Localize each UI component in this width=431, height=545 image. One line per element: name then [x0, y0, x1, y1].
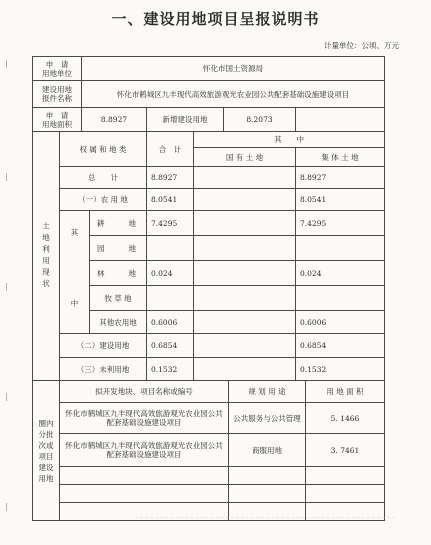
applicant-label: 申 请 用地单位 — [42, 59, 72, 78]
category-header: 权 属 和 地 类 — [79, 144, 127, 154]
plot-row-3-area — [306, 467, 384, 484]
unused-row-collective: 0.1532 — [300, 364, 327, 374]
plot-row-4-use — [229, 485, 305, 502]
plot-area-header: 用 地 面 积 — [326, 387, 364, 396]
other-farm-row-state — [194, 311, 295, 333]
grass-row-label: 牧 草 地 — [104, 293, 132, 303]
plot-row-2-name: 怀化市鹤城区九丰现代高效旅游观光农业园公共配套基础设施建设项目 — [65, 441, 223, 459]
sub-label-zhong: 中 — [70, 298, 79, 308]
other-farm-row-total: 0.6006 — [151, 317, 178, 327]
binding-mark — [6, 173, 7, 181]
grass-row-collective — [296, 286, 384, 310]
binding-mark — [6, 393, 7, 401]
page-title: 一、建设用地项目呈报说明书 — [111, 10, 320, 28]
garden-row-collective — [296, 236, 384, 260]
applicant-value: 怀化市国土资源局 — [203, 64, 263, 73]
plot-row-1-use: 公共服务与公共管理 — [233, 413, 301, 423]
collective-land-header: 集 体 土 地 — [321, 152, 359, 162]
total-row-state — [194, 167, 295, 188]
plot-row-1-area: 5. 1466 — [330, 413, 360, 423]
plot-row-2-use: 商服用地 — [252, 445, 282, 455]
table-line — [295, 107, 296, 131]
arable-row-label: 耕 地 — [97, 218, 139, 228]
other-farm-row-label: 其他农用地 — [99, 317, 137, 327]
binding-mark — [6, 60, 7, 68]
plots-section-label: 圈内分批次或项目建设用地 — [38, 418, 54, 483]
project-name-value: 怀化市鹤城区九丰现代高效旅游观光农业园公共配套基础设施建设项目 — [116, 89, 350, 99]
sub-label-qi: 其 — [70, 227, 79, 237]
plot-row-3-name — [60, 467, 228, 484]
forest-row-total: 0.024 — [151, 268, 173, 278]
area-value: 8.8927 — [100, 115, 128, 124]
plot-row-3-use — [229, 467, 305, 484]
unused-row-total: 0.1532 — [151, 364, 178, 374]
binding-mark — [6, 503, 7, 511]
forest-row-collective: 0.024 — [300, 268, 322, 278]
garden-row-total — [147, 236, 193, 260]
plot-row-4-name — [60, 485, 228, 502]
garden-row-state — [194, 236, 295, 260]
garden-row-label: 园 地 — [97, 243, 139, 253]
construction-row-label: （二）建设用地 — [76, 341, 130, 350]
table-line — [384, 56, 385, 521]
grass-row-state — [194, 286, 295, 310]
plot-row-1-name: 怀化市鹤城区九丰现代高效旅游观光农业园公共配套基础设施建设项目 — [65, 409, 223, 427]
farm-row-label: （一）农 用 地 — [78, 195, 128, 204]
plot-name-header: 拟开发地块、项目名称或编号 — [95, 387, 193, 396]
construction-row-collective: 0.6854 — [300, 341, 327, 350]
plot-row-2-area: 3. 7461 — [330, 445, 360, 455]
state-land-header: 国 有 土 地 — [225, 152, 264, 162]
plot-row-4-area — [306, 485, 384, 502]
arable-row-collective: 7.4295 — [300, 218, 327, 228]
total-row-collective: 8.8927 — [300, 173, 327, 182]
arable-row-total: 7.4295 — [151, 218, 178, 228]
of-which-header: 其 中 — [274, 135, 304, 144]
farm-row-total: 8.0541 — [151, 195, 178, 204]
new-construction-label: 新增建设用地 — [162, 115, 208, 124]
farm-row-collective: 8.0541 — [300, 195, 327, 204]
plot-use-header: 规 划 用 途 — [248, 387, 286, 396]
unused-row-state — [194, 358, 295, 380]
total-row-label: 总 计 — [88, 173, 118, 182]
forest-row-state — [194, 261, 295, 285]
new-construction-value: 8.2073 — [246, 115, 273, 124]
faded-stamp-mark — [135, 517, 395, 532]
forest-row-label: 林 地 — [97, 268, 139, 278]
land-use-section-label: 土地利用现状 — [41, 221, 51, 291]
unused-row-label: （三）未利用地 — [76, 364, 130, 374]
project-name-label: 建设用地 报件名称 — [42, 85, 72, 103]
area-label: 申 请 用地面积 — [42, 110, 72, 129]
farm-row-state — [194, 189, 295, 210]
other-farm-row-collective: 0.6006 — [300, 317, 327, 327]
total-row-total: 8.8927 — [151, 173, 178, 182]
grass-row-total — [147, 286, 193, 310]
binding-mark — [6, 283, 7, 291]
unit-label: 计量单位：公顷、万元 — [324, 41, 399, 50]
construction-row-state — [194, 334, 295, 357]
total-header: 合 计 — [158, 144, 182, 154]
arable-row-state — [194, 211, 295, 235]
construction-row-total: 0.6854 — [151, 341, 178, 350]
